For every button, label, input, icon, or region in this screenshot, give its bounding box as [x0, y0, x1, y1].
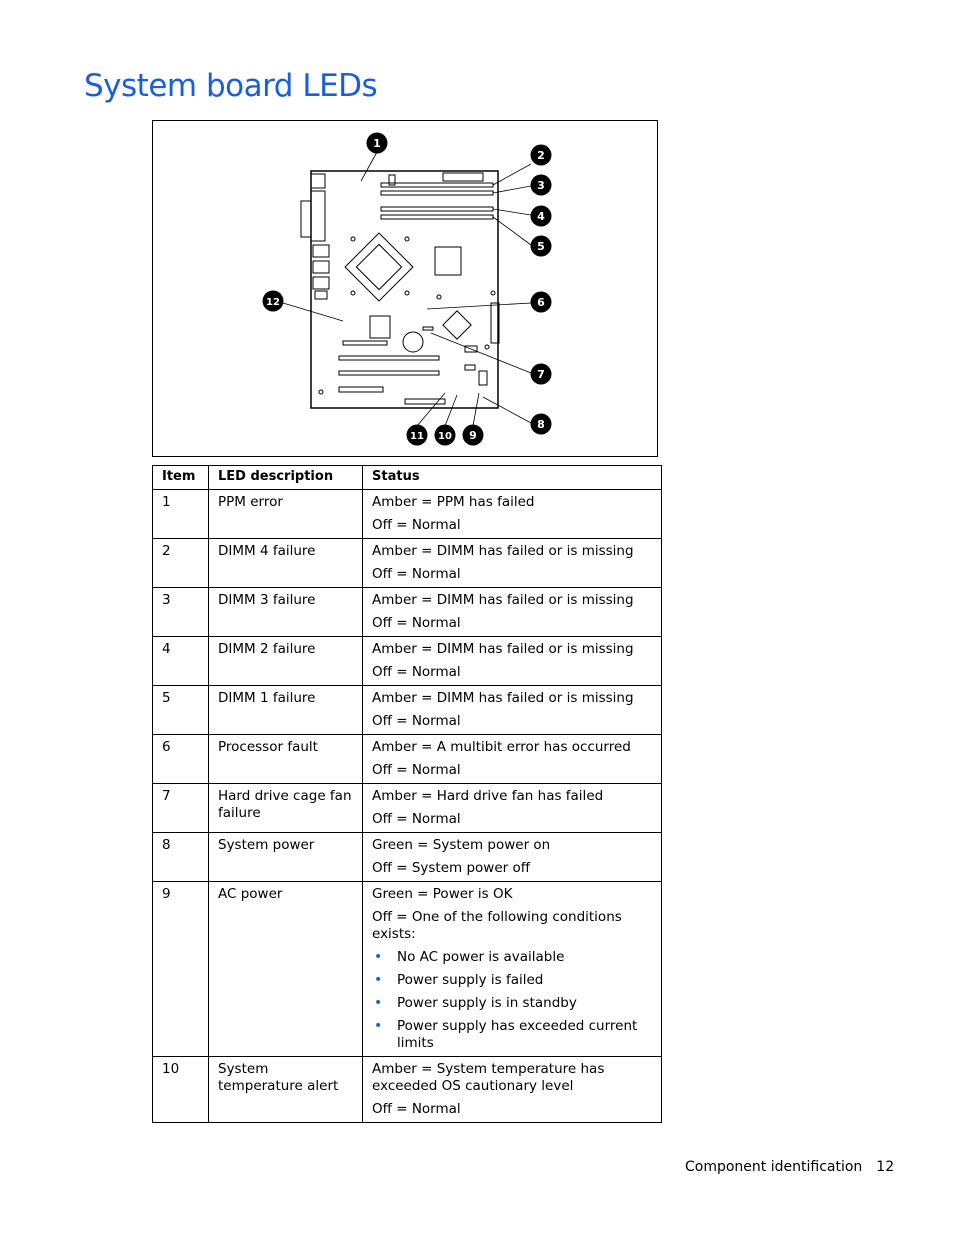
chipset [435, 247, 461, 275]
rear-io-connector [313, 277, 329, 289]
callout-label-3: 3 [537, 179, 545, 192]
item-number: 10 [153, 1057, 209, 1123]
led-description: Hard drive cage fan failure [209, 784, 363, 833]
table-row [153, 539, 662, 588]
led-description: DIMM 3 failure [209, 588, 363, 637]
table-row [153, 490, 662, 539]
table-body [153, 490, 662, 1123]
rear-io-connector [311, 191, 325, 241]
status-cell [363, 882, 662, 1057]
status-line: Amber = DIMM has failed or is missing [372, 641, 634, 657]
power-connector [443, 173, 483, 181]
header-item: Item [153, 466, 209, 490]
callout-label-7: 7 [537, 368, 545, 381]
callout-label-9: 9 [469, 429, 477, 442]
status-cell [363, 686, 662, 735]
item-number: 9 [153, 882, 209, 1057]
table-row [153, 637, 662, 686]
status-cell [363, 490, 662, 539]
pci-slot [339, 356, 439, 360]
status-line: Amber = A multibit error has occurred [372, 739, 631, 755]
small-chip [423, 327, 433, 330]
status-line: Off = Normal [372, 566, 461, 582]
rear-io-connector [301, 201, 311, 237]
small-chip [465, 365, 475, 370]
item-number: 5 [153, 686, 209, 735]
table-row [153, 686, 662, 735]
list-item: • Power supply is in standby [372, 995, 652, 1012]
item-number: 7 [153, 784, 209, 833]
item-number: 6 [153, 735, 209, 784]
header-status: Status [363, 466, 662, 490]
callout-label-5: 5 [537, 240, 545, 253]
dimm-slot [381, 215, 493, 219]
led-description: AC power [209, 882, 363, 1057]
callout-label-10: 10 [438, 431, 452, 442]
status-line: Amber = PPM has failed [372, 494, 535, 510]
status-line: Green = System power on [372, 837, 551, 853]
list-item: • No AC power is available [372, 949, 652, 966]
status-line: Amber = Hard drive fan has failed [372, 788, 604, 804]
condition-list [372, 949, 652, 1052]
status-cell [363, 637, 662, 686]
rear-io-connector [313, 261, 329, 273]
item-number: 3 [153, 588, 209, 637]
table-row [153, 588, 662, 637]
led-description: DIMM 2 failure [209, 637, 363, 686]
rear-io-connector [315, 291, 327, 299]
status-cell [363, 833, 662, 882]
table-row [153, 784, 662, 833]
page-footer [685, 1159, 894, 1175]
processor-socket [345, 233, 413, 301]
status-line: Off = Normal [372, 713, 461, 729]
status-cell [363, 784, 662, 833]
battery [403, 332, 423, 352]
header-led-description: LED description [209, 466, 363, 490]
table-header-row [153, 466, 662, 490]
dimm-slot [381, 183, 493, 187]
pci-slot [339, 387, 383, 392]
item-number: 4 [153, 637, 209, 686]
status-cell [363, 588, 662, 637]
status-line: Off = One of the following conditions exists: [372, 909, 622, 942]
status-line: Amber = System temperature has exceeded OS cautionary level [372, 1061, 605, 1094]
system-board-figure [152, 120, 658, 457]
status-line: Amber = DIMM has failed or is missing [372, 543, 634, 559]
item-number: 8 [153, 833, 209, 882]
led-description: System temperature alert [209, 1057, 363, 1123]
status-line: Off = Normal [372, 615, 461, 631]
page-number: 12 [876, 1159, 895, 1175]
table-row [153, 1057, 662, 1123]
led-description: PPM error [209, 490, 363, 539]
dimm-slot [381, 207, 493, 211]
item-number: 1 [153, 490, 209, 539]
callout-label-1: 1 [373, 137, 381, 150]
callout-label-4: 4 [537, 210, 545, 223]
led-description: System power [209, 833, 363, 882]
status-line: Off = Normal [372, 762, 461, 778]
item-number: 2 [153, 539, 209, 588]
callout-label-6: 6 [537, 296, 545, 309]
callout-label-12: 12 [266, 297, 280, 308]
chip [370, 316, 390, 338]
rear-io-connector [313, 245, 329, 257]
led-description: DIMM 4 failure [209, 539, 363, 588]
rear-io-connector [311, 174, 325, 188]
page-title: System board LEDs [84, 68, 378, 104]
footer-section: Component identification [685, 1159, 863, 1175]
status-cell [363, 539, 662, 588]
status-line: Amber = DIMM has failed or is missing [372, 592, 634, 608]
connector [479, 371, 487, 385]
pci-slot [339, 371, 439, 375]
status-line: Off = System power off [372, 860, 531, 876]
chip [443, 311, 471, 339]
led-description: DIMM 1 failure [209, 686, 363, 735]
dimm-slot [381, 191, 493, 195]
callout-label-2: 2 [537, 149, 545, 162]
status-line: Green = Power is OK [372, 886, 513, 902]
status-line: Off = Normal [372, 517, 461, 533]
status-cell [363, 735, 662, 784]
system-board-diagram [153, 121, 657, 456]
status-line: Off = Normal [372, 1101, 461, 1117]
status-line: Off = Normal [372, 811, 461, 827]
table-row [153, 735, 662, 784]
callout-label-8: 8 [537, 418, 545, 431]
pci-slot [343, 341, 387, 345]
status-line: Amber = DIMM has failed or is missing [372, 690, 634, 706]
led-table [152, 465, 662, 1123]
status-cell [363, 1057, 662, 1123]
table-row [153, 882, 662, 1057]
led-description: Processor fault [209, 735, 363, 784]
callout-label-11: 11 [410, 431, 424, 442]
status-line: Off = Normal [372, 664, 461, 680]
table-row [153, 833, 662, 882]
list-item: • Power supply has exceeded current limits [372, 1018, 652, 1052]
list-item: • Power supply is failed [372, 972, 652, 989]
